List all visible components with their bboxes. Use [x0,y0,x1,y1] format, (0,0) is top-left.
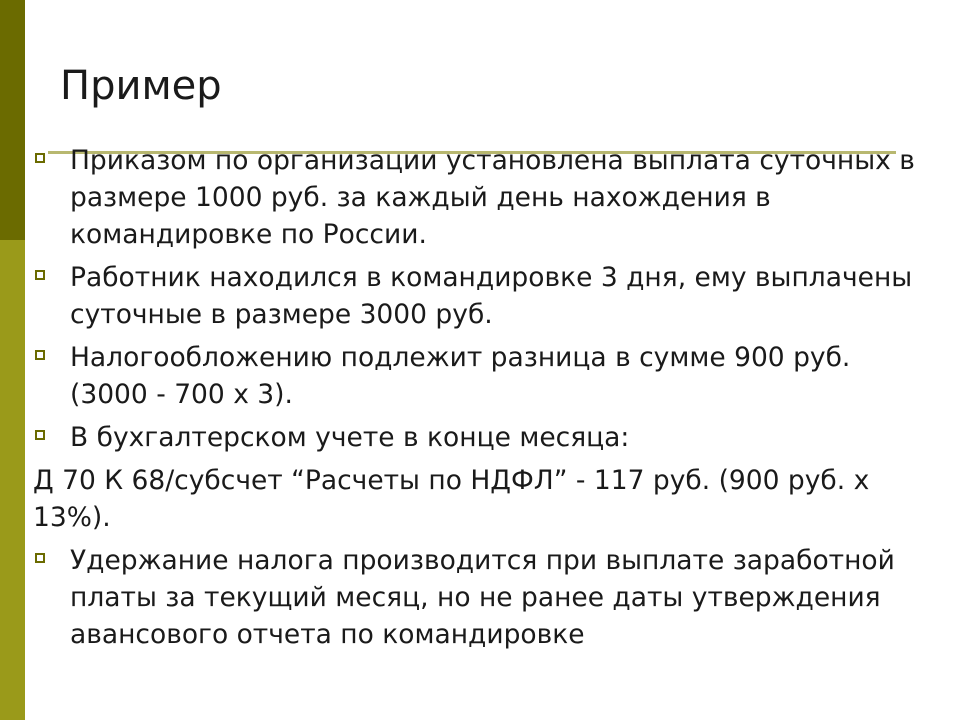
bullet-item-taxable-difference [33,339,933,413]
left-accent-bar-dark [0,0,25,240]
bullet-text: Налогообложению подлежит разница в сумме 900 руб. (3000 - 700 х 3). [70,342,851,410]
bullet-item-tax-withholding [33,542,933,653]
bullet-text: Работник находился в командировке 3 дня, ему выплачены суточные в размере 3000 руб. [70,262,913,330]
hollow-square-bullet-icon [35,350,45,360]
slide-title: Пример [60,63,222,109]
left-accent-bar-light [0,240,25,720]
accounting-entry-text: Д 70 К 68/субсчет “Расчеты по НДФЛ” - 117 руб. (900 руб. х 13%). [33,465,870,533]
bullet-item-trip-duration [33,259,933,333]
bullet-item-daily-allowance [33,142,933,253]
bullet-text: В бухгалтерском учете в конце месяца: [70,422,630,453]
hollow-square-bullet-icon [35,270,45,280]
hollow-square-bullet-icon [35,153,45,163]
accounting-entry-line [33,462,933,536]
bullet-item-accounting-entry-intro [33,419,933,456]
slide-body [33,142,933,659]
bullet-text: Приказом по организации установлена выплата суточных в размере 1000 руб. за каждый день нахождения в командировке по России. [70,145,915,250]
hollow-square-bullet-icon [35,553,45,563]
hollow-square-bullet-icon [35,430,45,440]
bullet-text: Удержание налога производится при выплате заработной платы за текущий месяц, но не ранее даты утверждения авансового отчета по командировке [70,545,895,650]
